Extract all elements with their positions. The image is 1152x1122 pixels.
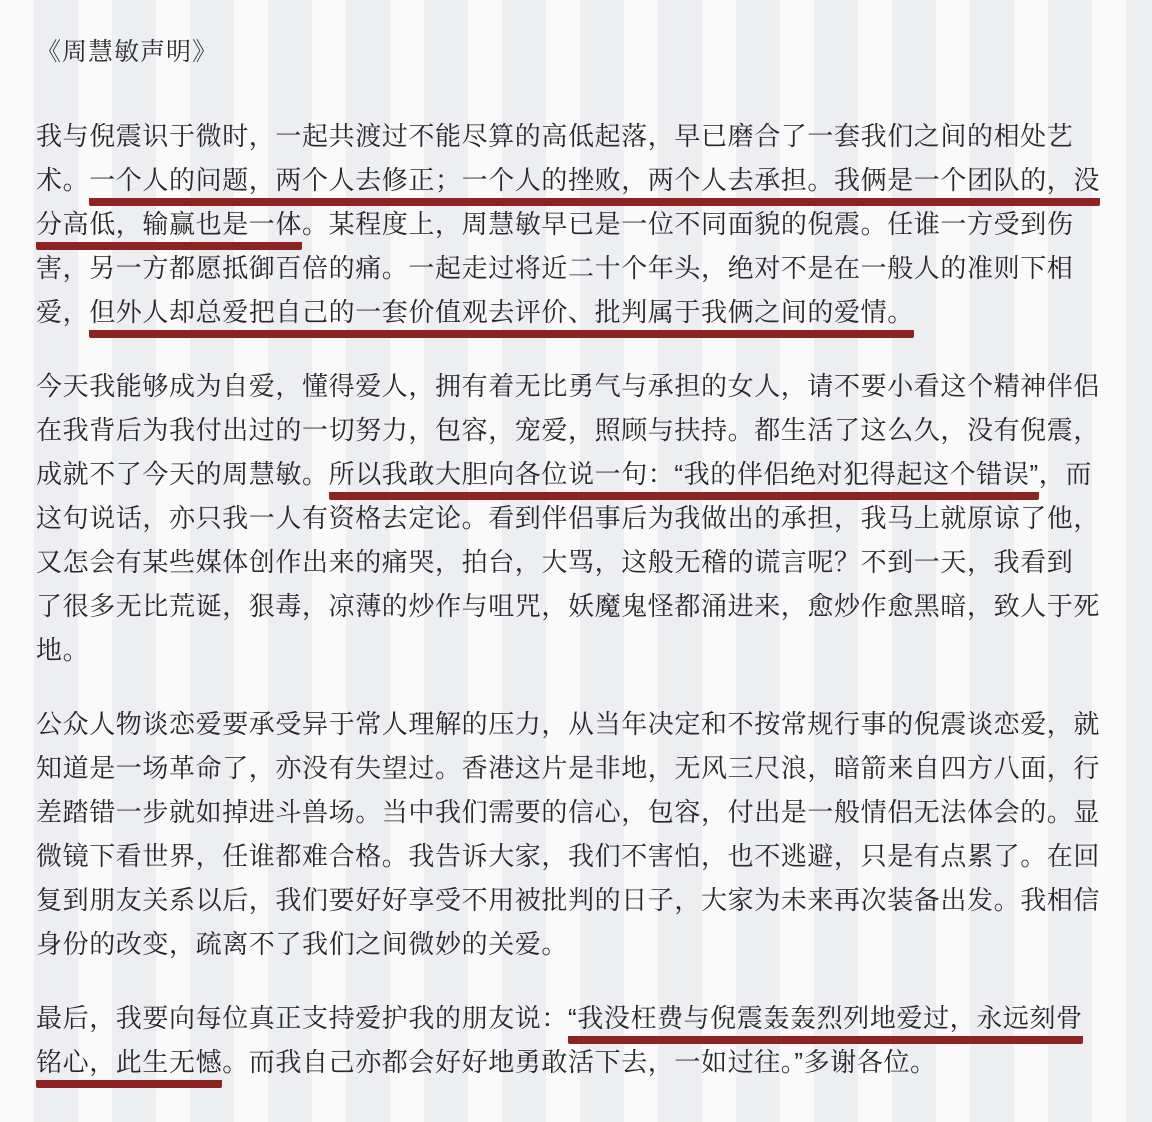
text-line: [36, 878, 1122, 922]
text-line: [36, 114, 1122, 158]
text-segment: 又怎会有某些媒体创作出来的痛哭，拍台，大骂，这般无稽的谎言呢？不到一天，我看到: [36, 547, 1074, 577]
document-body: [36, 114, 1122, 1084]
text-segment: 知道是一场革命了，亦没有失望过。香港这片是非地，无风三尺浪，暗箭来自四方八面，行: [36, 753, 1101, 783]
text-segment: 身份的改变，疏离不了我们之间微妙的关爱。: [36, 929, 569, 959]
underlined-text: 铭心，此生无憾: [36, 1047, 222, 1088]
underlined-text: 一个人的问题，两个人去修正；一个人的挫败，两个人去承担。我俩是一个团队的，没: [89, 165, 1100, 206]
text-segment: 差踏错一步就如掉进斗兽场。当中我们需要的信心，包容，付出是一般情侣无法体会的。显: [36, 797, 1101, 827]
document-title: 《周慧敏声明》: [36, 38, 219, 66]
text-segment: 微镜下看世界，任谁都难合格。我告诉大家，我们不害怕，也不逃避，只是有点累了。在回: [36, 841, 1101, 871]
text-segment: 。某程度上，周慧敏早已是一位不同面貌的倪震。任谁一方受到伤: [302, 209, 1074, 239]
text-line: [36, 290, 1122, 334]
text-line: [36, 452, 1122, 496]
text-line: [36, 584, 1122, 628]
text-line: [36, 540, 1122, 584]
text-line: [36, 996, 1122, 1040]
text-line: [36, 834, 1122, 878]
paragraph: [36, 702, 1122, 966]
text-line: [36, 1040, 1122, 1084]
text-line: [36, 496, 1122, 540]
text-segment: 这句说话，亦只我一人有资格去定论。看到伴侣事后为我做出的承担，我马上就原谅了他，: [36, 503, 1101, 533]
underlined-text: 但外人却总爱把自己的一套价值观去评价、批判属于我俩之间的爱情。: [89, 297, 914, 338]
text-segment: 地。: [36, 635, 90, 665]
text-line: [36, 922, 1122, 966]
text-segment: 我与倪震识于微时，一起共渡过不能尽算的高低起落，早已磨合了一套我们之间的相处艺: [36, 121, 1074, 151]
text-segment: 公众人物谈恋爱要承受异于常人理解的压力，从当年决定和不按常规行事的倪震谈恋爱，就: [36, 709, 1101, 739]
text-line: [36, 158, 1122, 202]
text-segment: 害，另一方都愿抵御百倍的痛。一起走过将近二十个年头，绝对不是在一般人的准则下相: [36, 253, 1074, 283]
underlined-text: 所以我敢大胆向各位说一句：“我的伴侣绝对犯得起这个错误”: [329, 459, 1039, 500]
text-line: [36, 746, 1122, 790]
text-segment: ，而: [1038, 459, 1092, 489]
text-segment: 。而我自己亦都会好好地勇敢活下去，一如过往。”多谢各位。: [222, 1047, 937, 1077]
underlined-text: 分高低，输赢也是一体: [36, 209, 302, 250]
text-segment: 了很多无比荒诞，狠毒，凉薄的炒作与咀咒，妖魔鬼怪都涌进来，愈炒作愈黑暗，致人于死: [36, 591, 1101, 621]
text-segment: 复到朋友关系以后，我们要好好享受不用被批判的日子，大家为未来再次装备出发。我相信: [36, 885, 1101, 915]
text-line: [36, 408, 1122, 452]
text-segment: 术。: [36, 165, 90, 195]
text-segment: 今天我能够成为自爱，懂得爱人，拥有着无比勇气与承担的女人，请不要小看这个精神伴侣: [36, 371, 1101, 401]
text-line: [36, 364, 1122, 408]
text-line: [36, 702, 1122, 746]
text-line: [36, 628, 1122, 672]
text-segment: 爱，: [36, 297, 90, 327]
text-line: [36, 246, 1122, 290]
underlined-text: “我没枉费与倪震轰轰烈列地爱过，永远刻骨: [568, 1003, 1083, 1044]
text-segment: 成就不了今天的周慧敏。: [36, 459, 329, 489]
text-line: [36, 202, 1122, 246]
paragraph: [36, 996, 1122, 1084]
paragraph: [36, 114, 1122, 334]
text-line: [36, 790, 1122, 834]
text-segment: 在我背后为我付出过的一切努力，包容，宠爱，照顾与扶持。都生活了这么久，没有倪震，: [36, 415, 1101, 445]
text-segment: 最后，我要向每位真正支持爱护我的朋友说：: [36, 1003, 569, 1033]
paragraph: [36, 364, 1122, 672]
